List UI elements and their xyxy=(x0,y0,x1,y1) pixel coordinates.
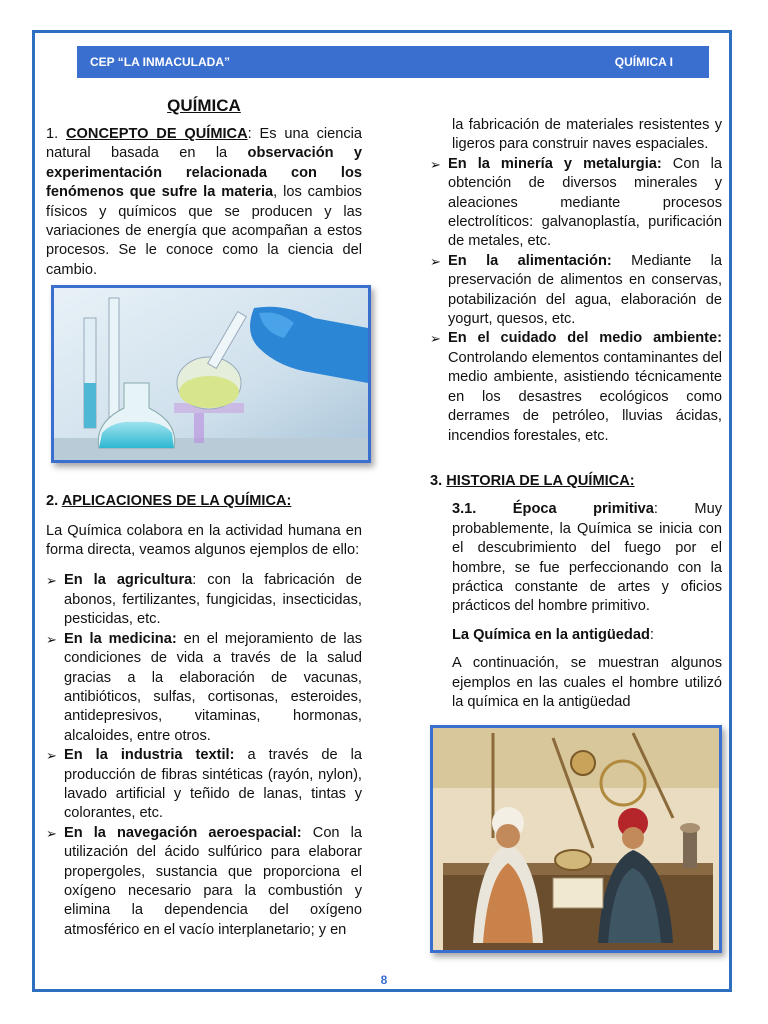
course-name: QUÍMICA I xyxy=(614,55,673,69)
item-label: En la medicina: xyxy=(64,630,177,647)
applications-intro: La Química colabora en la actividad humana en forma directa, veamos algunos ejemplos de ello: xyxy=(46,522,362,559)
list-item xyxy=(430,329,722,445)
item-text: Mediante la preservación de alimentos en conservas, potabilización del agua, elaboración de yogurt, quesos, etc. xyxy=(448,252,722,328)
list-item xyxy=(430,252,722,330)
concept-bold-text: observación y experimentación relacionada con los fenómenos que sufre la materia xyxy=(46,145,362,201)
page-title: QUÍMICA xyxy=(167,96,241,115)
arrow-bullet-icon: ➢ xyxy=(46,748,57,764)
item-text: : con la fabricación de abonos, fertilizantes, fungicidas, insecticidas, pesticidas, etc. xyxy=(64,572,362,628)
item-label: En la minería y metalurgia: xyxy=(448,155,662,172)
lab-flask-photo xyxy=(51,285,371,463)
right-column xyxy=(430,116,722,712)
primitive-era-label: 3.1. Época primitiva xyxy=(452,501,654,518)
item-label: En la navegación aeroespacial: xyxy=(64,824,302,841)
applications-list xyxy=(46,571,362,940)
list-item xyxy=(46,630,362,746)
primitive-era-text: : Muy probablemente, la Química se inicia con el descubrimiento del fuego por el hombre, se fue perfeccionando con la práctica constante de artes y oficios prácticos del hombre primitivo. xyxy=(452,501,722,615)
concept-heading: CONCEPTO DE QUÍMICA xyxy=(66,126,248,142)
arrow-bullet-icon: ➢ xyxy=(46,825,57,841)
history-heading xyxy=(430,472,722,491)
applications-heading-text: APLICACIONES DE LA QUÍMICA: xyxy=(61,493,292,510)
item-text: en el mejoramiento de las condiciones de vida a través de la salud gracias a la elaboración de vacunas, antibióticos, sulfas, cortisonas, esteroides, antidepresivos, vitaminas, hormonas, alcaloides, entre otros. xyxy=(64,630,362,744)
item-text: Con la utilización del ácido sulfúrico para elaborar propergoles, sustancia que proporciona el oxígeno necesario para la combustión y elimina la dependencia del oxígeno atmosférico en el vacío interplanetario; y en xyxy=(64,824,362,938)
list-item xyxy=(46,571,362,629)
arrow-bullet-icon: ➢ xyxy=(430,156,441,172)
lab-flask-illustration xyxy=(54,288,368,460)
arrow-bullet-icon: ➢ xyxy=(46,631,57,647)
antiquity-colon: : xyxy=(649,626,654,643)
item-label: En la alimentación: xyxy=(448,252,612,269)
antiquity-heading xyxy=(430,626,722,645)
item-text: Con la obtención de diversos minerales y aleaciones mediante procesos electrolíticos: galvanoplastía, purificación de metales, etc. xyxy=(448,155,722,250)
alchemists-drawing xyxy=(433,728,719,950)
item-label: En la industria textil: xyxy=(64,747,235,764)
primitive-era-paragraph xyxy=(430,500,722,616)
left-column xyxy=(46,95,362,940)
arrow-bullet-icon: ➢ xyxy=(430,331,441,347)
antiquity-label: La Química en la antigüedad xyxy=(452,626,650,643)
history-heading-text: HISTORIA DE LA QUÍMICA: xyxy=(446,472,635,489)
item-label: En la agricultura xyxy=(64,572,193,589)
list-item xyxy=(46,746,362,824)
concept-text-1: : Es una ciencia natural basada en la xyxy=(46,126,363,162)
alchemists-illustration xyxy=(430,725,722,953)
arrow-bullet-icon: ➢ xyxy=(430,253,441,269)
concept-paragraph xyxy=(46,125,362,280)
applications-heading xyxy=(46,492,362,511)
item-text: a través de la producción de fibras sintéticas (rayón, nylon), lavado artificial y teñido de lanas, tintas y colorantes, etc. xyxy=(64,747,363,822)
continuation-paragraph: la fabricación de materiales resistentes y ligeros para construir naves espaciales. xyxy=(452,117,722,153)
page-number: 8 xyxy=(380,973,388,987)
arrow-bullet-icon: ➢ xyxy=(46,573,57,589)
item-text: Controlando elementos contaminantes del medio ambiente, asistiendo técnicamente en los desastres ecológicos como derrames de petróleo, lluvias ácidas, incendios forestales, etc. xyxy=(448,349,722,444)
list-item xyxy=(430,155,722,252)
school-name: CEP “LA INMACULADA” xyxy=(90,55,230,69)
concept-text-2: , los cambios físicos y químicos que se producen y las variaciones de energía que acompañan a estos procesos. Se le conoce como la ciencia del cambio. xyxy=(46,184,362,278)
item-label: En el cuidado del medio ambiente: xyxy=(448,330,722,347)
header-bar xyxy=(77,46,709,78)
antiquity-paragraph: A continuación, se muestran algunos ejemplos en las cuales el hombre utilizó la química en la antigüedad xyxy=(452,655,722,710)
section-number: 2. xyxy=(46,493,62,510)
list-item xyxy=(46,824,362,940)
section-number: 3. xyxy=(430,472,447,489)
applications-list-continued xyxy=(430,155,722,446)
section-number: 1. xyxy=(46,126,67,142)
